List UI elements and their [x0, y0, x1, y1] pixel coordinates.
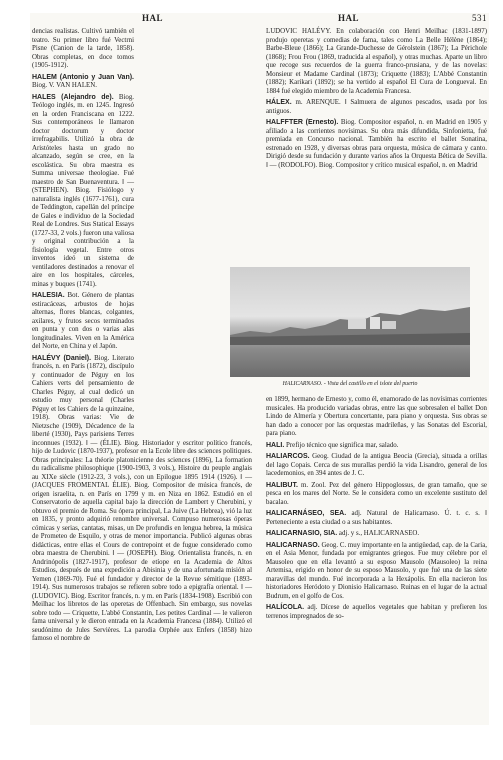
running-header: [30, 13, 489, 27]
entry-halex: HÁLEX. m. ARENQUE. ‖ Salmuera de algunos pescados, usada por los antiguos.: [266, 99, 487, 115]
coastline-illustration: [230, 305, 470, 345]
entry-halicarnasio: HALICARNASIO, SIA. adj. y s., HALICARNASEO.: [266, 530, 420, 537]
entry-hales: HALES (Alejandro de). Biog. Teólogo inglés, m. en 1245. Ingresó en la orden Franciscana en 1222. Sus contemporáneos le llamaron doctor doctorum y doctor irrefragabilis. Utilizó la obra de Aristóteles hasta un grado no alcanzado, según se cree, en la escolástica. Su obra maestra es Summa universae theologiae. Fué maestro de San Buenaventura. ‖ — (STEPHEN). Biog. Fisiólogo y naturalista inglés (1677-1761), cura de Teddington, capellán del príncipe de Gales e individuo de la Sociedad Real de Londres. Sus Statical Essays (1727-33, 2 vols.) fueron una valiosa y original contribución a la fisiología vegetal. Entre otros inventos ideó un sistema de ventiladores destinados a renovar el aire en los hospitales, cárceles, minas y buques (1741).: [32, 93, 134, 288]
entry-hali: HALI. Prefijo técnico que significa mar, salado.: [266, 441, 399, 449]
header-right-word: HAL: [338, 13, 360, 23]
entry-halem: HALEM (Antonio y Juan Van). Biog. V. VAN HALEN.: [32, 73, 134, 89]
entry-halicola: HALÍCOLA. adj. Dícese de aquellos vegetales que habitan y prefieren los terrenos impregnados de so-: [266, 604, 487, 620]
entry-intro: dencias realistas. Cultivó también el teatro. Su primer libro fué Vectrni Pisne (Canion de la tarde, 1858). Obras completas, en doce tomos (1905-1912).: [32, 28, 134, 69]
entry-halffter-cont: en 1899, hermano de Ernesto y, como él, enamorado de las novísimas corrientes musicales. Ha producido variadas obras, entre las que sobresalen el ballet Don Lindo de Almería y Obertura concertante, para piano y orquesta. Sus obras se han dado a conocer por las orquestas madrileñas, y las Sonatas del Escorial, para piano.: [266, 396, 487, 437]
entry-halibut: HALIBUT. m. Zool. Pez del género Hippoglossus, de gran tamaño, que se pesca en los mares del Norte. Se le considera como un excelente sustituto del bacalao.: [266, 481, 487, 506]
photo-caption: HALICARNASO. - Vista del castillo en el islote del puerto: [282, 381, 418, 387]
castle-photo: [230, 267, 470, 377]
entry-halesia: HALESIA. Bot. Género de plantas estiracáceas, arbustos de hojas alternas, flores blancas, colgantes, axilares, y frutos secos terminados en punta y con dos o varias alas longitudinales. Viven en la América del Norte, en China y el Japón.: [32, 292, 134, 350]
entry-halffter: HALFFTER (Ernesto). Biog. Compositor español, n. en Madrid en 1905 y afiliado a las corrientes novísimas. Su obra más difundida, Sinfonietta, fué premiada en Concurso nacional. También ha escrito el ballet Sonatina, estrenado en 1928, y diversas obras para orquesta, música de cámara y canto. Dirigió desde su fundación y durante varios años la Orquesta Bética de Sevilla. ‖ — (RODOLFO). Biog. Compositor y crítico musical español, n. en Madrid: [266, 119, 488, 169]
header-left-word: HAL: [142, 13, 164, 23]
entry-halevy-cont: LUDOVIC HALÉVY. En colaboración con Henri Meilhac (1831-1897) produjo operetas y comedias de fama, tales como La Belle Hélène (1864); Barbe-Bleue (1866); La Grande-Duchesse de Gérolstein (1867); La Périchole (1868); Frou Frou (1869, traducida al español), y otras muchas. Aparte un libro que recoge sus recuerdos de la guerra franco-prusiana, y de las novelas: Monsieur et Madame Cardinal (1873); Criquette (1883); L'Abbé Constantin (1882); Karikari (1892); se ha vertido al español El Cura de Longueval. En 1884 fué elegido miembro de la Academia Francesa.: [266, 28, 487, 95]
right-column-bottom: [266, 396, 487, 723]
entry-halicarnaso: HALICARNASO. Geog. C. muy importante en la antigüedad, cap. de la Caria, en el Asia Menor, fundada por emigrantes griegos. Fue muy célebre por el Mausoleo que en ella levantó a su esposo Mausolo (Mausoleo) la reina Artemisa, erigido en honor de su esposo Mausolo, y que fué una de las siete maravillas del mundo. Fué incorporada a la Hexápolis. En ella nacieron los historiadores Heródoto y Dionisio Halicarnaso. Ruinas en el lugar de la actual Budrum, en el golfo de Cos.: [266, 541, 487, 600]
entry-haliarcos: HALIARCOS. Geog. Ciudad de la antigua Beocia (Grecia), situada a orillas del lago Copais. Cerca de sus murallas perdió la vida Lisandro, general de los lacedemonios, en 394 antes de J. C.: [266, 453, 487, 477]
dictionary-page: [30, 13, 489, 725]
page-number: 531: [472, 13, 487, 23]
right-column-top: [266, 28, 487, 266]
entry-halevy: HALÉVY (Daniel). Biog. Literato francés, n. en París (1872), discípulo y continuador de Péguy en los Cahiers verts del pensamiento de Charles Péguy, al cual dedicó un estudio muy personal (Charles Péguy et les Cahiers de la quinzaine, 1918). Obras varias: Vie de Nietzsche (1909), Décadence de la liberté (1930), Pays parisiens Terres inconnues (1932). ‖ — (ÉLIE). Biog. Historiador y escritor político francés, hijo de Ludovic (1870-1937), profesor en la Ecole libre des sciences politiques. Obras principales: La théorie platonicienne des sciences (1896), La formation du radicalisme philosophique (1900-1903, 3 vols.), Histoire du peuple anglais au XIXe siècle (1912-23, 3 vols.), con un Epilogue 1895 1914 (1926). ‖ — (JACQUES FROMENTAL ÉLIE). Biog. Compositor de música francés, de origen israelita, n. en París en 1799 y m. en Niza en 1862. Estudió en el Conservatorio de aquella capital bajo la dirección de Lambert y Cherubini, y obtuvo el premio de Roma. Su ópera principal, La Juive (La Hebrea), vió la luz en 1835, y pronto adquirió renombre universal. Compuso numerosas óperas cómicas y serias, cantatas, misas, un De profundis en lengua hebrea, la música de Prometeo de Esquilo, y otras de menor importancia. Publicó algunas obras didácticas, entre ellas el Cours de contrepoint et de fugue considerado como obra maestra de Cherubini. ‖ — (JOSEPH). Biog. Orientalista francés, n. en Andrinópolis (1827-1917), profesor de etíope en la Academia de Altos Estudios, después de una expedición a Abisinia y de una afortunada misión al Yemen (1869-70). Fué el fundador y director de la Revue sémitique (1893-1914). Sus numerosos trabajos se refieren sobre todo a epigrafía oriental. ‖ — (LUDOVIC). Biog. Escritor francés, n. y m. en París (1834-1908). Escribió con Meilhac los libretos de las operetas de Offenbach. Sin embargo, sus novelas sobre todo — Criquette, L'abbé Constantin, Les petites Cardinal — le valieron fama universal y le dieron entrada en la Academia Francesa (1884). Utilizó el seudónimo de Jules Servières. La parodia Orphée aux Enfers (1858) hizo famoso el nombre de: [32, 354, 252, 642]
entry-halicarnaseo: HALICARNÁSEO, SEA. adj. Natural de Halicarnaso. Ú. t. c. s. ‖ Perteneciente a esta ciudad o a sus habitantes.: [266, 510, 487, 526]
left-column: [32, 28, 252, 723]
